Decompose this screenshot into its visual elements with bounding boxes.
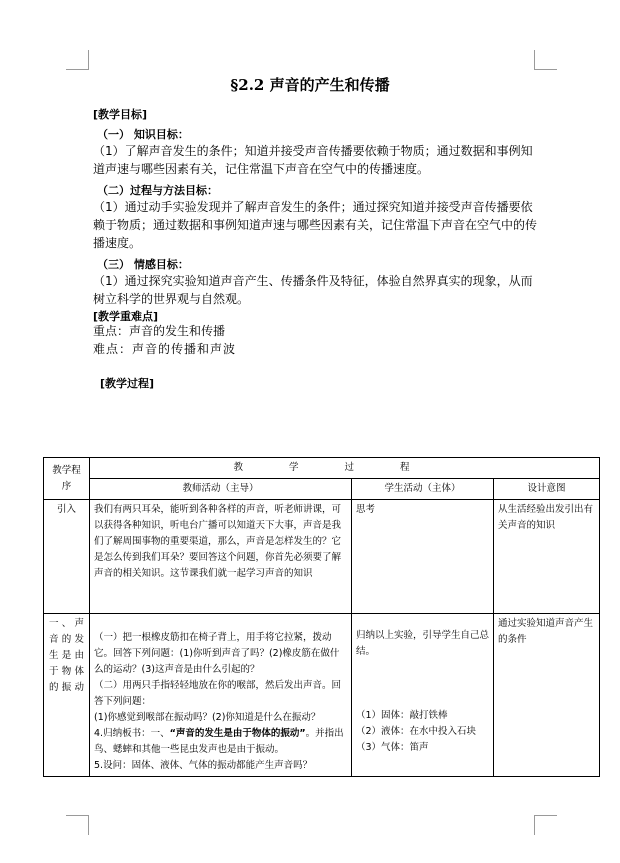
table-row bbox=[44, 614, 600, 777]
process-method-heading: （二）过程与方法目标： bbox=[97, 184, 218, 197]
teacher-step-2: （二）用两只手指轻轻地放在你的喉部，然后发出声音。回答下列问题： bbox=[94, 680, 342, 707]
header-design: 设计意图 bbox=[494, 479, 600, 500]
teacher-step-5: 5.设问：固体、液体、气体的振动都能产生声音吗？ bbox=[94, 760, 313, 771]
crop-mark-bottom-right-v bbox=[534, 815, 535, 835]
objectives-heading: [教学目标] bbox=[93, 108, 148, 121]
key-point: 重点：声音的发生和传播 bbox=[93, 324, 226, 338]
stage-cell bbox=[44, 614, 90, 777]
stage-cell: 引入 bbox=[44, 500, 90, 614]
stage-label: 一、声音的发生是由于物体的振动 bbox=[49, 618, 84, 693]
student-step-1: 归纳以上实验，引导学生自己总结。 bbox=[356, 630, 490, 657]
header-student: 学生活动（主体） bbox=[352, 479, 494, 500]
header-process bbox=[90, 458, 600, 479]
design-cell: 从生活经验出发引出有关声音的知识 bbox=[494, 500, 600, 614]
table-row bbox=[44, 500, 600, 614]
table-header-row bbox=[44, 458, 600, 479]
header-order-label: 教学程序 bbox=[52, 464, 81, 492]
teacher-step-3: (1)你感觉到喉部在振动吗？(2)你知道是什么在振动？ bbox=[94, 712, 321, 723]
teacher-step-4-bold: “声音的发生是由于物体的振动” bbox=[169, 728, 306, 739]
document-title: §2.2 声音的产生和传播 bbox=[230, 76, 390, 94]
emotion-text: （1）通过探究实验知道声音产生、传播条件及特征，体验自然界真实的现象，从而树立科学的世界观与自然观。 bbox=[93, 274, 533, 306]
student-step-4: （3）气体：笛声 bbox=[356, 742, 429, 753]
crop-mark-top-left-h bbox=[66, 69, 88, 70]
emotion-heading: （三） 情感目标： bbox=[97, 258, 189, 271]
table-subheader-row bbox=[44, 479, 600, 500]
student-step-3: （2）液体：在水中投入石块 bbox=[356, 726, 477, 737]
design-cell: 通过实验知道声音产生的条件 bbox=[494, 614, 600, 777]
student-cell bbox=[352, 614, 494, 777]
teacher-step-4 bbox=[94, 726, 347, 758]
teaching-process-table bbox=[43, 457, 600, 777]
knowledge-heading: （一） 知识目标： bbox=[97, 128, 189, 141]
process-method-text: （1）通过动手实验发现并了解声音发生的条件；通过探究知道并接受声音传播要依赖于物质；通过数据和事例知道声速与哪些因素有关，记住常温下声音在空气中的传播速度。 bbox=[93, 200, 538, 250]
header-process-label: 教学过程 bbox=[233, 462, 456, 473]
crop-mark-top-right-v bbox=[534, 50, 535, 70]
teacher-cell bbox=[90, 614, 352, 777]
process-heading: [教学过程] bbox=[100, 377, 155, 390]
key-difficult-heading: [教学重难点] bbox=[93, 310, 159, 323]
teacher-step-4-prefix: 4.归纳板书：一、 bbox=[94, 728, 170, 739]
crop-mark-top-right-h bbox=[535, 69, 557, 70]
difficult-point: 难点：声音的传播和声波 bbox=[93, 342, 237, 356]
crop-mark-bottom-left-v bbox=[88, 815, 89, 835]
student-step-2: （1）固体：敲打铁棒 bbox=[356, 710, 448, 721]
header-teacher: 教师活动（主导） bbox=[90, 479, 352, 500]
knowledge-text: （1）了解声音发生的条件；知道并接受声音传播要依赖于物质；通过数据和事例知道声速与哪些因素有关，记住常温下声音在空气中的传播速度。 bbox=[93, 144, 533, 176]
header-order bbox=[44, 458, 90, 500]
crop-mark-bottom-right-h bbox=[535, 815, 557, 816]
teacher-step-1: （一）把一根橡皮筋扣在椅子背上，用手将它拉紧，拨动它。回答下列问题：(1)你听到声音了吗？(2)橡皮筋在做什么的运动？(3)这声音是由什么引起的？ bbox=[94, 632, 340, 675]
student-cell: 思考 bbox=[352, 500, 494, 614]
teacher-step-4-suffix: 。并指出鸟、蟋蟀和其他一些昆虫发声也是由于振动。 bbox=[94, 728, 344, 755]
teacher-cell: 我们有两只耳朵，能听到各种各样的声音，听老师讲课，可以获得各种知识，听电台广播可以知道天下大事，声音是我们了解周围事物的重要渠道，那么，声音是怎样发生的？它是怎么传到我们耳朵？要回答这个问题，你首先必须要了解声音的相关知识。这节课我们就一起学习声音的知识 bbox=[90, 500, 352, 614]
crop-mark-top-left-v bbox=[88, 50, 89, 70]
crop-mark-bottom-left-h bbox=[66, 815, 88, 816]
